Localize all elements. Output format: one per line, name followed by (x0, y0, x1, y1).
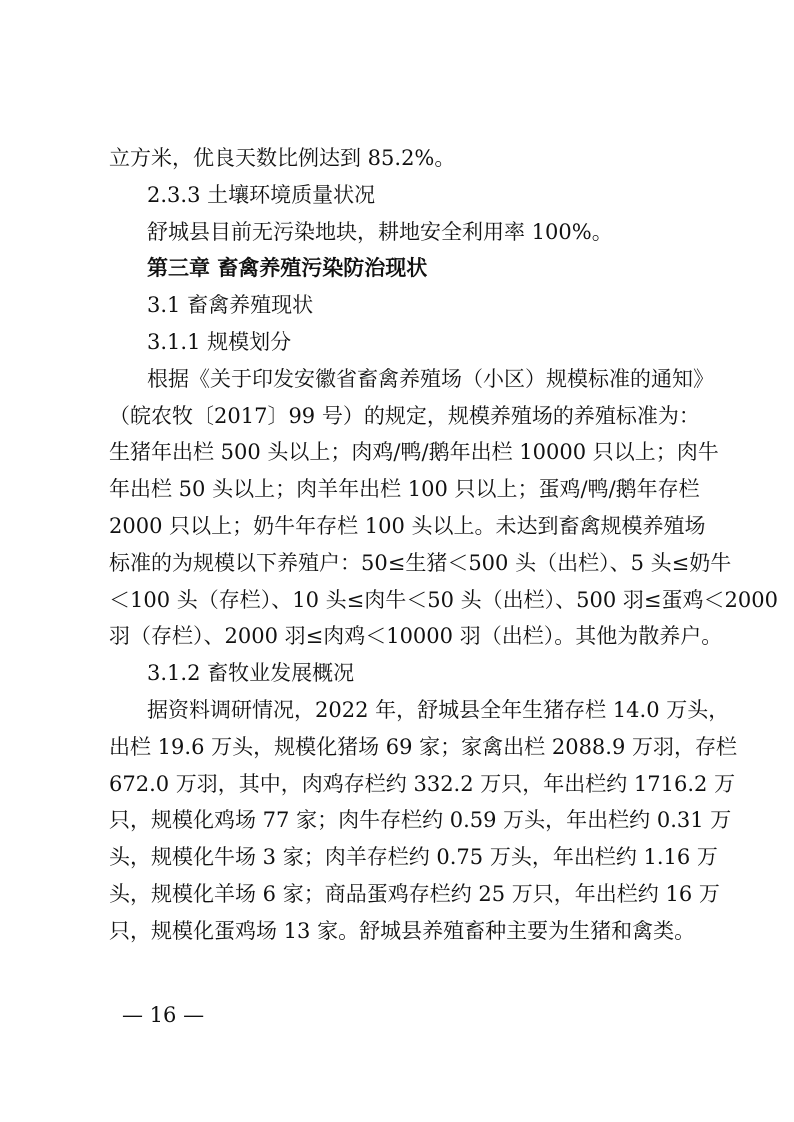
scale-paragraph-line: 2000 只以上；奶牛年存栏 100 头以上。未达到畜禽规模养殖场 (109, 513, 706, 538)
section-heading-2-3-3: 2.3.3 土壤环境质量状况 (147, 182, 376, 207)
livestock-paragraph-line: 头，规模化牛场 3 家；肉羊存栏约 0.75 万头，年出栏约 1.16 万 (109, 845, 718, 870)
livestock-paragraph-line: 出栏 19.6 万头，规模化猪场 69 家；家禽出栏 2088.9 万羽，存栏 (109, 734, 738, 759)
chapter-title: 第三章 畜禽养殖污染防治现状 (147, 256, 428, 281)
page-number: — 16 — (122, 1003, 205, 1027)
scale-paragraph-line: 羽（存栏）、2000 羽≤肉鸡＜10000 羽（出栏）。其他为散养户。 (109, 624, 723, 649)
livestock-paragraph-line: 据资料调研情况，2022 年，舒城县全年生猪存栏 14.0 万头， (147, 697, 730, 722)
scale-paragraph-line: 标准的为规模以下养殖户：50≤生猪＜500 头（出栏）、5 头≤奶牛 (109, 550, 732, 575)
soil-quality-text: 舒城县目前无污染地块，耕地安全利用率 100%。 (147, 219, 613, 244)
scale-paragraph-line: 生猪年出栏 500 头以上；肉鸡/鸭/鹅年出栏 10000 只以上；肉牛 (109, 440, 719, 465)
scale-paragraph-line: ＜100 头（存栏）、10 头≤肉牛＜50 头（出栏）、500 羽≤蛋鸡＜2000 (109, 587, 778, 612)
livestock-paragraph-line: 头，规模化羊场 6 家；商品蛋鸡存栏约 25 万只，年出栏约 16 万 (109, 881, 720, 906)
section-heading-3-1-2: 3.1.2 畜牧业发展概况 (147, 661, 355, 686)
document-body (109, 140, 778, 950)
scale-paragraph-line: 年出栏 50 头以上；肉羊年出栏 100 只以上；蛋鸡/鸭/鹅年存栏 (109, 477, 700, 502)
section-heading-3-1-1: 3.1.1 规模划分 (147, 329, 292, 354)
section-heading-3-1: 3.1 畜禽养殖现状 (147, 293, 314, 318)
paragraph-line: 立方米，优良天数比例达到 85.2%。 (109, 146, 456, 170)
scale-paragraph-line: （皖农牧〔2017〕99 号）的规定，规模养殖场的养殖标准为： (109, 403, 700, 428)
livestock-paragraph-line: 只，规模化蛋鸡场 13 家。舒城县养殖畜种主要为生猪和禽类。 (109, 918, 696, 943)
livestock-paragraph-line: 只，规模化鸡场 77 家；肉牛存栏约 0.59 万头，年出栏约 0.31 万 (109, 808, 732, 833)
livestock-paragraph-line: 672.0 万羽，其中，肉鸡存栏约 332.2 万只，年出栏约 1716.2 万 (109, 771, 736, 796)
scale-paragraph-line: 根据《关于印发安徽省畜禽养殖场（小区）规模标准的通知》 (147, 366, 714, 391)
